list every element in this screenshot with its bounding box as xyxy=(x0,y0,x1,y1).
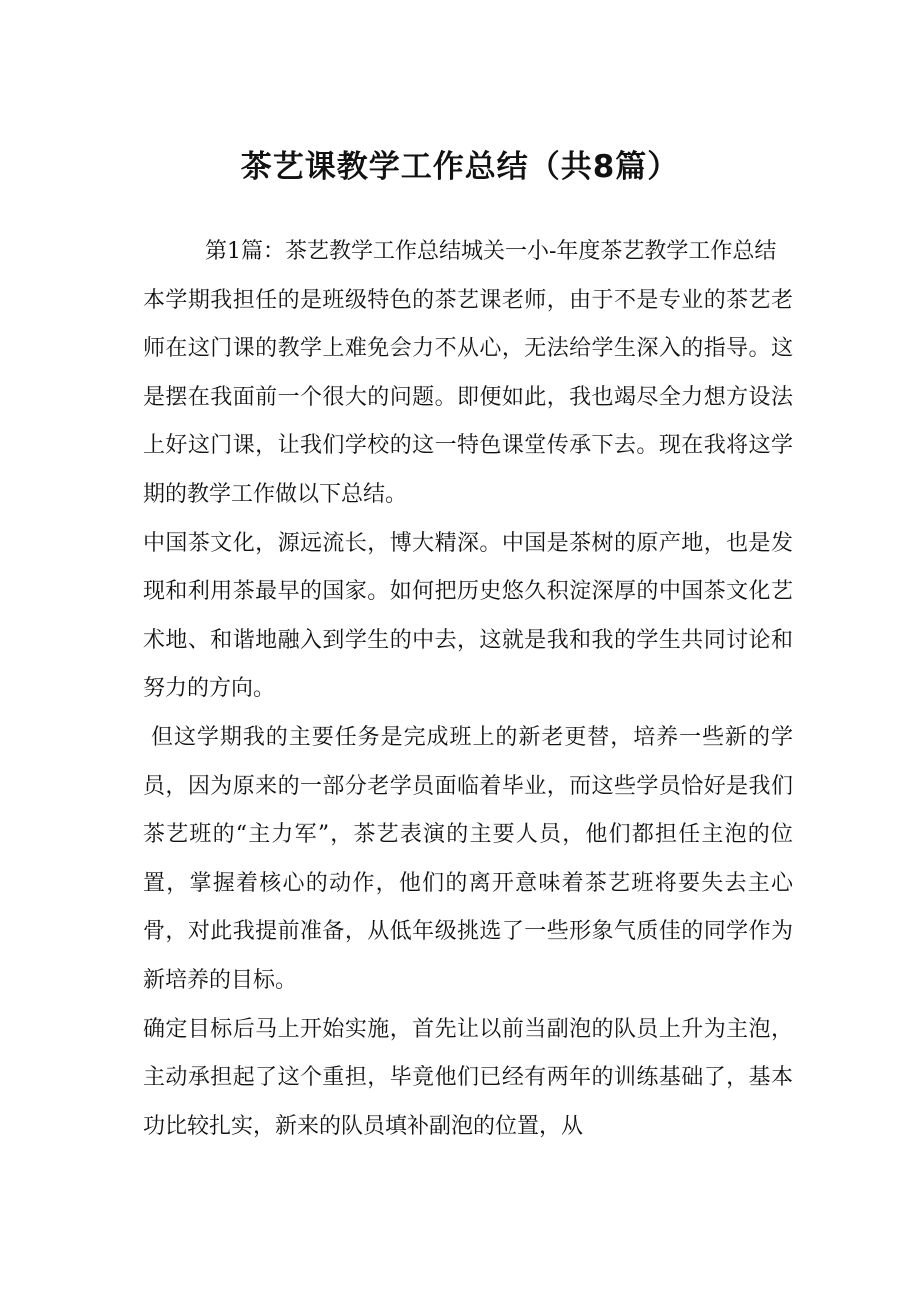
body-paragraph: 本学期我担任的是班级特色的茶艺课老师，由于不是专业的茶艺老师在这门课的教学上难免会力不从心，无法给学生深入的指导。这是摆在我面前一个很大的问题。即便如此，我也竭尽全力想方设法上好这门课，让我们学校的这一特色课堂传承下去。现在我将这学期的教学工作做以下总结。 xyxy=(143,287,793,507)
document-title: 茶艺课教学工作总结（共8篇） xyxy=(240,149,680,185)
body-paragraph: 中国茶文化，源远流长，博大精深。中国是茶树的原产地，也是发现和利用茶最早的国家。如何把历史悠久积淀深厚的中国茶文化艺术地、和谐地融入到学生的中去，这就是我和我的学生共同讨论和努力的方向。 xyxy=(143,530,793,702)
body-paragraph: 但这学期我的主要任务是完成班上的新老更替，培养一些新的学员，因为原来的一部分老学员面临着毕业，而这些学员恰好是我们茶艺班的“主力军”，茶艺表演的主要人员，他们都担任主泡的位置，掌握着核心的动作，他们的离开意味着茶艺班将要失去主心骨，对此我提前准备，从低年级挑选了一些形象气质佳的同学作为新培养的目标。 xyxy=(143,724,793,993)
body-paragraph: 确定目标后马上开始实施，首先让以前当副泡的队员上升为主泡，主动承担起了这个重担，毕竟他们已经有两年的训练基础了，基本功比较扎实，新来的队员填补副泡的位置，从 xyxy=(143,1016,793,1139)
section-heading-paragraph: 第1篇：茶艺教学工作总结城关一小-年度茶艺教学工作总结 xyxy=(205,239,777,264)
document-body xyxy=(143,228,793,1151)
